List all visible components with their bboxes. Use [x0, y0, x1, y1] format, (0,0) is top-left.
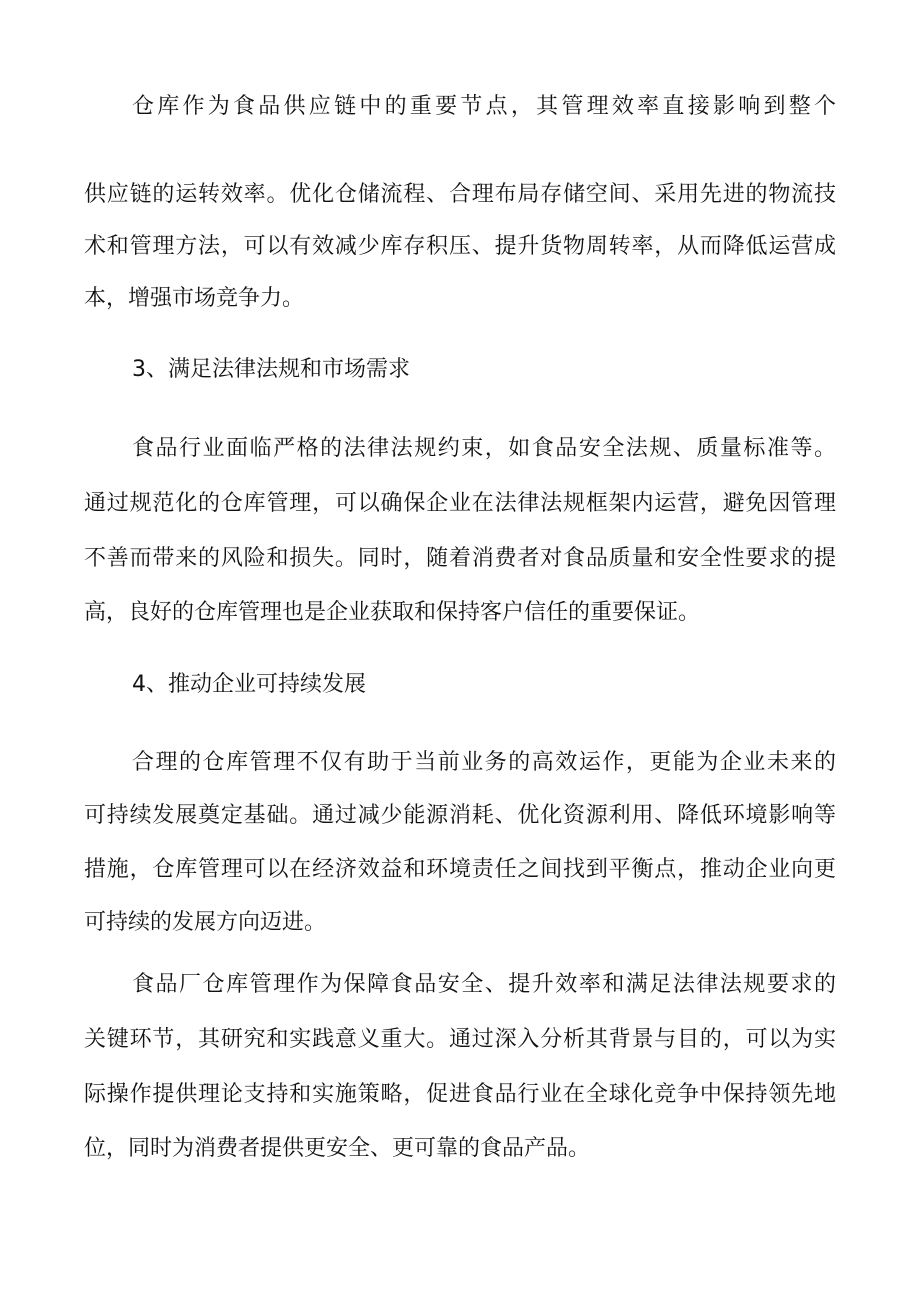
paragraph-line: 食品厂仓库管理作为保障食品安全、提升效率和满足法律法规要求的: [132, 972, 836, 997]
paragraph-line: 通过规范化的仓库管理，可以确保企业在法律法规框架内运营，避免因管理: [84, 491, 836, 516]
paragraph-line: 合理的仓库管理不仅有助于当前业务的高效运作，更能为企业未来的: [132, 750, 836, 775]
paragraph-line: 术和管理方法，可以有效减少库存积压、提升货物周转率，从而降低运营成: [84, 234, 836, 259]
paragraph-line: 措施，仓库管理可以在经济效益和环境责任之间找到平衡点，推动企业向更: [84, 857, 836, 882]
paragraph-line: 高，良好的仓库管理也是企业获取和保持客户信任的重要保证。: [84, 600, 701, 625]
paragraph-line: 位，同时为消费者提供更安全、更可靠的食品产品。: [84, 1136, 591, 1161]
paragraph-line: 可持续发展奠定基础。通过减少能源消耗、优化资源利用、降低环境影响等: [84, 803, 836, 828]
paragraph-line: 不善而带来的风险和损失。同时，随着消费者对食品质量和安全性要求的提: [84, 546, 836, 571]
paragraph-line: 可持续的发展方向迈进。: [84, 910, 327, 935]
paragraph-line: 关键环节，其研究和实践意义重大。通过深入分析其背景与目的，可以为实: [84, 1027, 836, 1052]
section-heading: 3、满足法律法规和市场需求: [132, 357, 410, 382]
section-heading: 4、推动企业可持续发展: [132, 672, 366, 697]
paragraph-line: 际操作提供理论支持和实施策略，促进食品行业在全球化竞争中保持领先地: [84, 1082, 836, 1107]
paragraph-line: 供应链的运转效率。优化仓储流程、合理布局存储空间、采用先进的物流技: [84, 182, 836, 207]
paragraph-line: 本，增强市场竞争力。: [84, 286, 305, 311]
paragraph-line: 仓库作为食品供应链中的重要节点，其管理效率直接影响到整个: [132, 94, 836, 119]
paragraph-line: 食品行业面临严格的法律法规约束，如食品安全法规、质量标准等。: [132, 436, 836, 461]
